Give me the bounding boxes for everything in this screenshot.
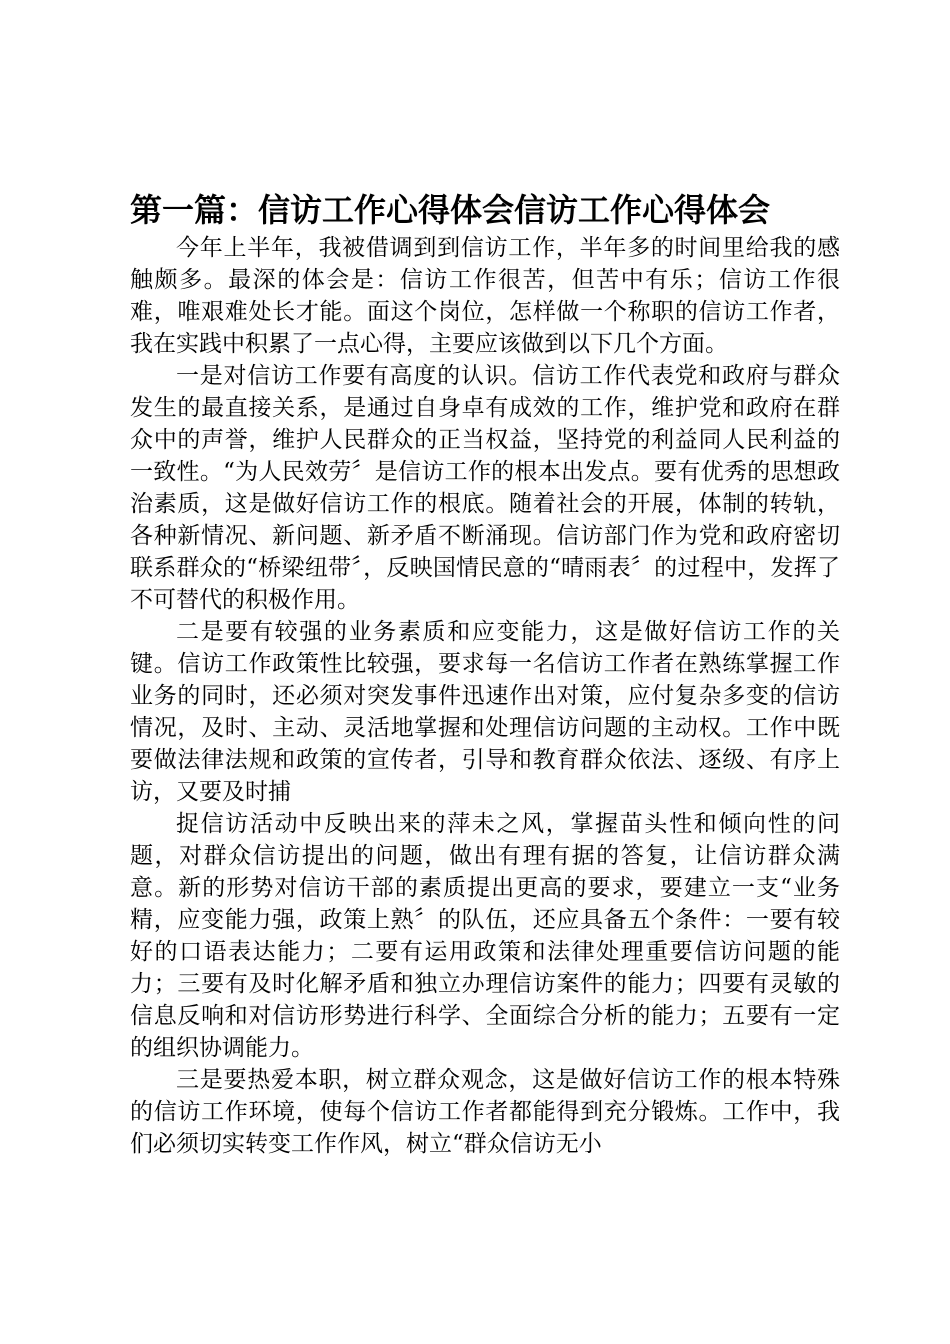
document-page bbox=[130, 190, 840, 1160]
paragraph-point-three: 三是要热爱本职，树立群众观念，这是做好信访工作的根本特殊的信访工作环境，使每个信访工作者都能得到充分锻炼。工作中，我们必须切实转变工作作风，树立“群众信访无小 bbox=[130, 1067, 840, 1157]
paragraph-point-two-continued: 捉信访活动中反映出来的萍未之风，掌握苗头性和倾向性的问题，对群众信访提出的问题，做出有理有据的答复，让信访群众满意。新的形势对信访干部的素质提出更高的要求，要建立一支“业务精，应变能力强，政策上熟〞的队伍，还应具备五个条件：一要有较好的口语表达能力；二要有运用政策和法律处理重要信访问题的能力；三要有及时化解矛盾和独立办理信访案件的能力；四要有灵敏的信息反响和对信访形势进行科学、全面综合分析的能力；五要有一定的组织协调能力。 bbox=[130, 811, 840, 1061]
paragraph-point-two: 二是要有较强的业务素质和应变能力，这是做好信访工作的关键。信访工作政策性比较强，要求每一名信访工作者在熟练掌握工作业务的同时，还必须对突发事件迅速作出对策，应付复杂多变的信访情况，及时、主动、灵活地掌握和处理信访问题的主动权。工作中既要做法律法规和政策的宣传者，引导和教育群众依法、逐级、有序上访，又要及时捕 bbox=[130, 619, 840, 805]
paragraph-intro: 今年上半年，我被借调到到信访工作，半年多的时间里给我的感触颇多。最深的体会是：信访工作很苦，但苦中有乐；信访工作很难，唯艰难处长才能。面这个岗位，怎样做一个称职的信访工作者，我在实践中积累了一点心得，主要应该做到以下几个方面。 bbox=[130, 235, 840, 357]
paragraph-point-one: 一是对信访工作要有高度的认识。信访工作代表党和政府与群众发生的最直接关系，是通过自身卓有成效的工作，维护党和政府在群众中的声誉，维护人民群众的正当权益，坚持党的利益同人民利益的一致性。“为人民效劳〞是信访工作的根本出发点。要有优秀的思想政治素质，这是做好信访工作的根底。随着社会的开展，体制的转轨，各种新情况、新问题、新矛盾不断涌现。信访部门作为党和政府密切联系群众的“桥梁纽带〞，反映国情民意的“晴雨表〞的过程中，发挥了不可替代的积极作用。 bbox=[130, 363, 840, 613]
document-title: 第一篇：信访工作心得体会信访工作心得体会 bbox=[130, 191, 771, 229]
